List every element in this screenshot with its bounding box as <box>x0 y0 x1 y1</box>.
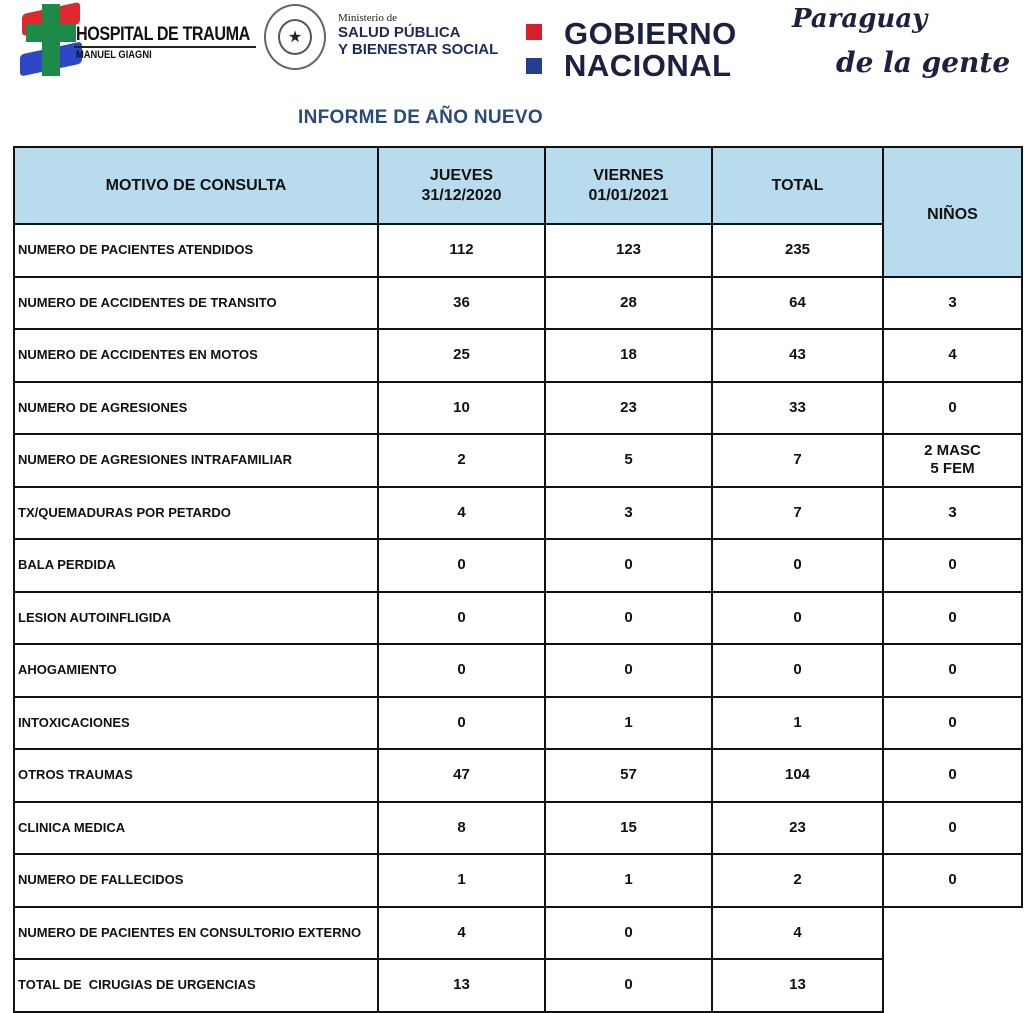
table-row <box>14 382 1022 435</box>
table-row <box>14 697 1022 750</box>
column-header-motivo: MOTIVO DE CONSULTA <box>14 147 378 224</box>
table-row <box>14 802 1022 855</box>
cell-total: 235 <box>712 224 883 277</box>
ministry-line2: Y BIENESTAR SOCIAL <box>338 41 499 58</box>
cell-jueves: 0 <box>378 697 545 750</box>
cell-total: 64 <box>712 277 883 330</box>
cell-ninos: 0 <box>883 644 1022 697</box>
gobierno-line2: NACIONAL <box>564 48 732 83</box>
hospital-name: HOSPITAL DE TRAUMA <box>76 24 250 45</box>
cell-jueves: 2 <box>378 434 545 487</box>
slogan-line1: Paraguay <box>792 4 928 34</box>
cell-jueves: 1 <box>378 854 545 907</box>
ministry-line1: SALUD PÚBLICA <box>338 24 461 41</box>
cell-total: 33 <box>712 382 883 435</box>
cell-ninos: 0 <box>883 697 1022 750</box>
hospital-subname: MANUEL GIAGNI <box>76 49 152 61</box>
cell-total: 0 <box>712 592 883 645</box>
cell-jueves: 0 <box>378 644 545 697</box>
cell-jueves: 0 <box>378 539 545 592</box>
column-header-total: TOTAL <box>712 147 883 224</box>
gobierno-line1: GOBIERNO <box>564 16 737 51</box>
republica-del-paraguay-seal-icon <box>264 4 326 70</box>
cell-viernes: 1 <box>545 854 712 907</box>
cell-jueves: 112 <box>378 224 545 277</box>
cell-ninos: 0 <box>883 382 1022 435</box>
cell-viernes: 1 <box>545 697 712 750</box>
row-label: LESION AUTOINFLIGIDA <box>14 592 378 645</box>
cell-total: 43 <box>712 329 883 382</box>
cell-viernes: 15 <box>545 802 712 855</box>
cell-ninos: 0 <box>883 749 1022 802</box>
table-row <box>14 277 1022 330</box>
cell-jueves: 10 <box>378 382 545 435</box>
table-row <box>14 854 1022 907</box>
cell-total: 7 <box>712 487 883 540</box>
cell-total: 2 <box>712 854 883 907</box>
row-label: NUMERO DE ACCIDENTES EN MOTOS <box>14 329 378 382</box>
cell-ninos: 0 <box>883 592 1022 645</box>
gobierno-text <box>564 18 737 82</box>
cell-jueves: 4 <box>378 487 545 540</box>
ninos-fem: 5 FEM <box>930 460 975 478</box>
jueves-date: 31/12/2020 <box>421 186 502 204</box>
column-header-jueves <box>378 147 545 224</box>
cell-viernes: 0 <box>545 959 712 1012</box>
cell-jueves: 0 <box>378 592 545 645</box>
row-label: OTROS TRAUMAS <box>14 749 378 802</box>
cell-jueves: 36 <box>378 277 545 330</box>
row-label: NUMERO DE ACCIDENTES DE TRANSITO <box>14 277 378 330</box>
cell-ninos: 3 <box>883 487 1022 540</box>
table-row <box>14 329 1022 382</box>
cell-total: 0 <box>712 644 883 697</box>
column-header-ninos: NIÑOS <box>883 147 1022 277</box>
table-row <box>14 224 1022 277</box>
cell-viernes: 123 <box>545 224 712 277</box>
table-row <box>14 749 1022 802</box>
cell-ninos <box>883 434 1022 487</box>
cell-jueves: 13 <box>378 959 545 1012</box>
empty-cell <box>883 959 1022 1012</box>
cell-jueves: 8 <box>378 802 545 855</box>
row-label: NUMERO DE FALLECIDOS <box>14 854 378 907</box>
row-label: INTOXICACIONES <box>14 697 378 750</box>
cell-total: 4 <box>712 907 883 960</box>
cell-viernes: 0 <box>545 907 712 960</box>
blue-square-icon <box>526 58 542 74</box>
hospital-logo <box>18 2 248 84</box>
table-row <box>14 959 1022 1012</box>
jueves-day: JUEVES <box>429 166 494 184</box>
red-square-icon <box>526 24 542 40</box>
row-label: NUMERO DE AGRESIONES INTRAFAMILIAR <box>14 434 378 487</box>
row-label: CLINICA MEDICA <box>14 802 378 855</box>
cell-viernes: 3 <box>545 487 712 540</box>
hospital-name-underline <box>74 46 256 48</box>
cell-jueves: 4 <box>378 907 545 960</box>
row-label: AHOGAMIENTO <box>14 644 378 697</box>
table-row <box>14 644 1022 697</box>
viernes-date: 01/01/2021 <box>588 186 669 204</box>
cross-horizontal <box>26 24 76 42</box>
table-row <box>14 539 1022 592</box>
column-header-viernes <box>545 147 712 224</box>
cell-total: 0 <box>712 539 883 592</box>
cell-viernes: 0 <box>545 592 712 645</box>
cell-total: 104 <box>712 749 883 802</box>
table-row <box>14 907 1022 960</box>
table-row <box>14 592 1022 645</box>
row-label: BALA PERDIDA <box>14 539 378 592</box>
cell-viernes: 18 <box>545 329 712 382</box>
table-header-row <box>14 147 1022 224</box>
cell-jueves: 47 <box>378 749 545 802</box>
table-row <box>14 487 1022 540</box>
cell-ninos: 0 <box>883 802 1022 855</box>
cell-viernes: 23 <box>545 382 712 435</box>
table-row <box>14 434 1022 487</box>
row-label: TX/QUEMADURAS POR PETARDO <box>14 487 378 540</box>
report-table <box>13 146 1023 1013</box>
cell-viernes: 5 <box>545 434 712 487</box>
cell-jueves: 25 <box>378 329 545 382</box>
cell-ninos: 0 <box>883 539 1022 592</box>
ministry-prefix: Ministerio de <box>338 12 397 24</box>
row-label: NUMERO DE AGRESIONES <box>14 382 378 435</box>
cell-viernes: 28 <box>545 277 712 330</box>
cell-total: 23 <box>712 802 883 855</box>
empty-cell <box>883 907 1022 960</box>
cell-viernes: 0 <box>545 539 712 592</box>
row-label: TOTAL DE CIRUGIAS DE URGENCIAS <box>14 959 378 1012</box>
cell-total: 7 <box>712 434 883 487</box>
ministry-logo <box>338 12 498 58</box>
cell-ninos: 4 <box>883 329 1022 382</box>
cell-ninos: 3 <box>883 277 1022 330</box>
cell-viernes: 57 <box>545 749 712 802</box>
slogan-line2: de la gente <box>836 46 1011 79</box>
row-label: NUMERO DE PACIENTES ATENDIDOS <box>14 224 378 277</box>
cell-ninos: 0 <box>883 854 1022 907</box>
star-icon: ★ <box>278 19 312 55</box>
cell-total: 13 <box>712 959 883 1012</box>
cell-total: 1 <box>712 697 883 750</box>
report-title: INFORME DE AÑO NUEVO <box>298 107 543 128</box>
viernes-day: VIERNES <box>593 166 664 184</box>
cell-viernes: 0 <box>545 644 712 697</box>
row-label: NUMERO DE PACIENTES EN CONSULTORIO EXTERNO <box>14 907 378 960</box>
header-logos <box>0 0 1024 100</box>
ninos-masc: 2 MASC <box>924 442 981 460</box>
